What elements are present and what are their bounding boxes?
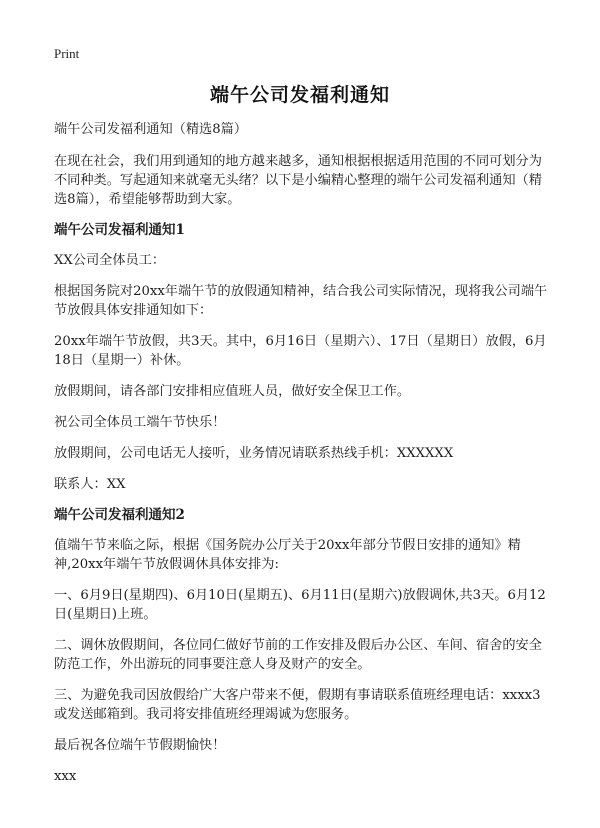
notice1-contact: 联系人：XX xyxy=(54,477,126,492)
notice2-paragraph-3: 二、调休放假期间，各位同仁做好节前的工作安排及假后办公区、车间、宿舍的安全防范工作，外出游玩的同事要注意人身及财产的安全。 xyxy=(54,638,542,672)
print-label[interactable]: Print xyxy=(54,46,80,61)
notice2-paragraph-1: 值端午节来临之际，根据《国务院办公厅关于20xx年部分节假日安排的通知》精神,20xx年端午节放假调休具体安排为: xyxy=(54,538,521,572)
notice2-paragraph-2: 一、6月9日(星期四)、6月10日(星期五)、6月11日(星期六)放假调休,共3天。6月12日(星期日)上班。 xyxy=(54,588,546,622)
notice2-heading: 端午公司发福利通知2 xyxy=(54,507,185,523)
document-subtitle: 端午公司发福利通知（精选8篇） xyxy=(54,122,248,137)
notice2-paragraph-4: 三、为避免我司因放假给广大客户带来不便，假期有事请联系值班经理电话：xxxx3 或发送邮箱到。我司将安排值班经理竭诚为您服务。 xyxy=(54,688,541,722)
notice1-paragraph-5: 放假期间，公司电话无人接听，业务情况请联系热线手机：XXXXXX xyxy=(54,446,454,461)
intro-paragraph: 在现在社会，我们用到通知的地方越来越多，通知根据根据适用范围的不同可划分为不同种类。写起通知来就毫无头绪？以下是小编精心整理的端午公司发福利通知（精选8篇），希望能够帮助到大家。 xyxy=(54,154,542,207)
notice2-signature: xxx xyxy=(54,769,77,784)
notice1-paragraph-1: 根据国务院对20xx年端午节的放假通知精神，结合我公司实际情况，现将我公司端午节放假具体安排通知如下： xyxy=(54,284,548,318)
notice1-paragraph-4: 祝公司全体员工端午节快乐！ xyxy=(54,415,226,430)
notice2-paragraph-5: 最后祝各位端午节假期愉快！ xyxy=(54,738,226,753)
document-body xyxy=(54,120,548,786)
notice1-heading: 端午公司发福利通知1 xyxy=(54,222,185,238)
page-title: 端午公司发福利通知 xyxy=(209,84,390,106)
notice1-salutation: XX公司全体员工： xyxy=(54,253,166,268)
notice1-paragraph-2: 20xx年端午节放假，共3天。其中，6月16日（星期六）、17日（星期日）放假，6月18日（星期一）补休。 xyxy=(54,334,547,368)
notice1-paragraph-3: 放假期间，请各部门安排相应值班人员，做好安全保卫工作。 xyxy=(54,384,411,399)
